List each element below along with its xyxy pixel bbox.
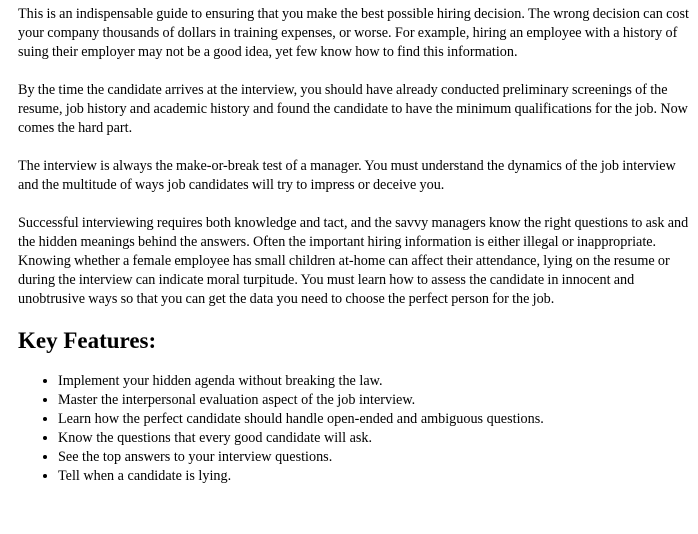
candidate-arrival-paragraph: By the time the candidate arrives at the interview, you should have already conducted preliminary screenings of the resume, job history and academic history and found the candidate to have the minimum qualifications for the job. Now comes the hard part. [18, 82, 688, 136]
list-item: • Know the questions that every good candidate will ask. [58, 429, 690, 448]
intro-paragraph: This is an indispensable guide to ensuring that you make the best possible hiring decision. The wrong decision can cost your company thousands of dollars in training expenses, or worse. For example, hiring an employee with a history of suing their employer may not be a good idea, yet few know how to find this information. [18, 6, 689, 60]
key-features-heading: Key Features: [18, 328, 157, 353]
successful-interviewing-paragraph: Successful interviewing requires both knowledge and tact, and the savvy managers know the right questions to ask and the hidden meanings behind the answers. Often the important hiring information is either illegal or inappropriate. Knowing whether a female employee has small children at-home can affect their attendance, lying on the resume or during the interview can indicate moral turpitude. You must learn how to assess the candidate in innocent and unobtrusive ways so that you can get the data you need to choose the perfect person for the job. [18, 215, 689, 307]
interview-test-paragraph: The interview is always the make-or-break test of a manager. You must understand the dynamics of the job interview and the multitude of ways job candidates will try to impress or deceive you. [18, 158, 676, 193]
list-item: • Master the interpersonal evaluation aspect of the job interview. [58, 391, 690, 410]
list-item: • Tell when a candidate is lying. [58, 467, 690, 486]
document-body [18, 5, 690, 486]
list-item: • See the top answers to your interview questions. [58, 448, 690, 467]
key-features-list [18, 372, 690, 486]
list-item: • Learn how the perfect candidate should handle open-ended and ambiguous questions. [58, 410, 690, 429]
list-item: • Implement your hidden agenda without breaking the law. [58, 372, 690, 391]
